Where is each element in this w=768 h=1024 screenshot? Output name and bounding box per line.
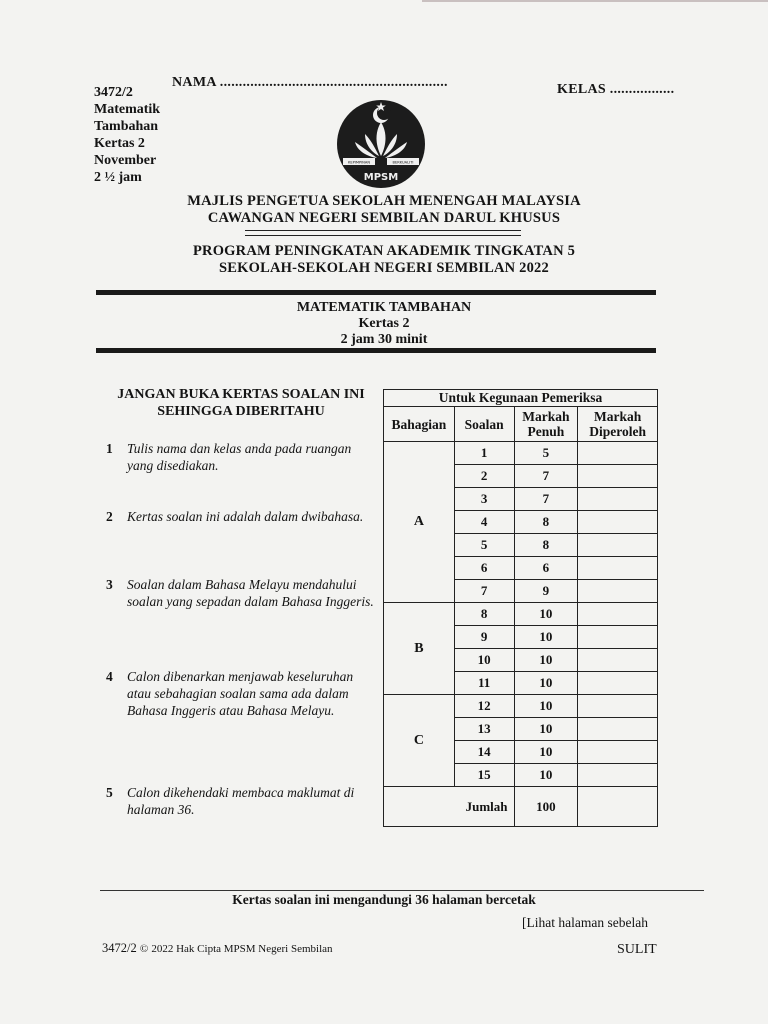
thick-divider-bottom	[96, 348, 656, 353]
instruction-text: Calon dikehendaki membaca maklumat di halaman 36.	[127, 785, 355, 817]
soalan-cell: 10	[454, 649, 514, 672]
class-dots: .................	[609, 82, 675, 97]
instruction-number: 4	[106, 669, 113, 684]
table-title: Untuk Kegunaan Pemeriksa	[384, 390, 658, 407]
markah-cell: 8	[514, 534, 578, 557]
name-field[interactable]	[172, 75, 448, 91]
soalan-cell: 13	[454, 718, 514, 741]
soalan-cell: 2	[454, 465, 514, 488]
col-bahagian: Bahagian	[384, 407, 455, 442]
diperoleh-cell[interactable]	[578, 442, 658, 465]
soalan-cell: 5	[454, 534, 514, 557]
page-count-note	[0, 892, 768, 908]
markah-cell: 6	[514, 557, 578, 580]
program-line-2: SEKOLAH-SEKOLAH NEGERI SEMBILAN 2022	[219, 260, 549, 276]
paper-month: November	[94, 153, 157, 168]
name-label: NAMA	[172, 75, 216, 90]
page-count-number: 36	[415, 892, 429, 907]
soalan-cell: 7	[454, 580, 514, 603]
instruction-text: Soalan dalam Bahasa Melayu mendahului soalan yang sepadan dalam Bahasa Inggeris.	[127, 577, 374, 609]
diperoleh-cell[interactable]	[578, 764, 658, 787]
jumlah-label: Jumlah	[384, 787, 515, 827]
table-row	[384, 442, 658, 465]
copyright-text: 2022 Hak Cipta MPSM Negeri Sembilan	[151, 943, 333, 955]
diperoleh-cell[interactable]	[578, 672, 658, 695]
classification-label: SULIT	[617, 942, 657, 957]
mpsm-logo	[335, 98, 427, 190]
markah-cell: 7	[514, 465, 578, 488]
page-count-prefix: Kertas soalan ini mengandungi	[232, 892, 412, 907]
logo-banner-right: BERKUALITI	[392, 160, 414, 165]
warning-line-1: JANGAN BUKA KERTAS SOALAN INI	[117, 387, 365, 402]
instruction-number: 3	[106, 577, 113, 592]
logo-text: MPSM	[363, 172, 399, 183]
soalan-cell: 6	[454, 557, 514, 580]
total-row	[384, 787, 658, 827]
instruction-text: Tulis nama dan kelas anda pada ruangan yang disediakan.	[127, 441, 352, 473]
markah-cell: 5	[514, 442, 578, 465]
class-label: KELAS	[557, 82, 606, 97]
copyright-line	[102, 941, 333, 956]
page-count-suffix: halaman bercetak	[432, 892, 536, 907]
logo-banner-left: KEPIMPINAN	[347, 160, 371, 165]
markah-cell: 10	[514, 649, 578, 672]
org-line-2: CAWANGAN NEGERI SEMBILAN DARUL KHUSUS	[207, 210, 561, 226]
soalan-cell: 15	[454, 764, 514, 787]
instruction-text: Calon dibenarkan menjawab keseluruhan atau sebahagian soalan sama ada dalam Bahasa Inggeris atau Bahasa Melayu.	[127, 669, 354, 718]
diperoleh-cell[interactable]	[578, 511, 658, 534]
col-markah-diperoleh: Markah Diperoleh	[578, 407, 658, 442]
soalan-cell: 14	[454, 741, 514, 764]
thick-divider-top	[96, 290, 656, 295]
subject-paper: Kertas 2	[358, 316, 410, 331]
instruction-text: Kertas soalan ini adalah dalam dwibahasa.	[127, 509, 364, 524]
copyright-symbol: ©	[139, 943, 149, 955]
col-markah-penuh: Markah Penuh	[514, 407, 578, 442]
next-page-note: [Lihat halaman sebelah	[522, 915, 648, 930]
exam-warning	[96, 386, 386, 420]
examiner-table	[383, 389, 658, 827]
col-soalan: Soalan	[454, 407, 514, 442]
instruction-number: 5	[106, 785, 113, 800]
paper-meta	[94, 84, 160, 186]
table-row	[384, 603, 658, 626]
footer-code: 3472/2	[102, 941, 137, 955]
section-b: B	[384, 603, 455, 695]
paper-subject-2: Tambahan	[94, 119, 159, 134]
footer-divider	[100, 890, 704, 891]
markah-cell: 10	[514, 672, 578, 695]
class-field[interactable]	[557, 82, 674, 98]
instruction-number: 2	[106, 509, 113, 524]
markah-cell: 10	[514, 695, 578, 718]
double-divider	[245, 230, 521, 236]
section-c: C	[384, 695, 455, 787]
subject-title: MATEMATIK TAMBAHAN	[296, 300, 472, 315]
subject-duration: 2 jam 30 minit	[340, 332, 428, 347]
markah-cell: 10	[514, 603, 578, 626]
instruction-number: 1	[106, 441, 113, 456]
paper-subject-1: Matematik	[94, 102, 161, 117]
diperoleh-cell[interactable]	[578, 580, 658, 603]
markah-cell: 10	[514, 718, 578, 741]
diperoleh-cell[interactable]	[578, 626, 658, 649]
markah-cell: 7	[514, 488, 578, 511]
diperoleh-cell[interactable]	[578, 603, 658, 626]
diperoleh-cell[interactable]	[578, 534, 658, 557]
paper-duration: 2 ½ jam	[94, 170, 142, 185]
diperoleh-cell[interactable]	[578, 465, 658, 488]
warning-line-2: SEHINGGA DIBERITAHU	[157, 404, 325, 419]
soalan-cell: 11	[454, 672, 514, 695]
markah-cell: 9	[514, 580, 578, 603]
jumlah-value: 100	[514, 787, 578, 827]
soalan-cell: 3	[454, 488, 514, 511]
diperoleh-cell[interactable]	[578, 695, 658, 718]
section-a: A	[384, 442, 455, 603]
paper-code: 3472/2	[94, 85, 133, 100]
soalan-cell: 1	[454, 442, 514, 465]
soalan-cell: 4	[454, 511, 514, 534]
table-row	[384, 695, 658, 718]
paper-top-edge	[422, 0, 768, 2]
markah-cell: 10	[514, 741, 578, 764]
program-line-1: PROGRAM PENINGKATAN AKADEMIK TINGKATAN 5	[192, 243, 576, 259]
jumlah-diperoleh-cell[interactable]	[578, 787, 658, 827]
diperoleh-cell[interactable]	[578, 741, 658, 764]
soalan-cell: 9	[454, 626, 514, 649]
org-line-1: MAJLIS PENGETUA SEKOLAH MENENGAH MALAYSIA	[187, 193, 581, 209]
diperoleh-cell[interactable]	[578, 718, 658, 741]
diperoleh-cell[interactable]	[578, 557, 658, 580]
name-dots: ............................................................	[219, 75, 448, 90]
markah-cell: 10	[514, 764, 578, 787]
markah-cell: 10	[514, 626, 578, 649]
paper-number: Kertas 2	[94, 136, 145, 151]
markah-cell: 8	[514, 511, 578, 534]
diperoleh-cell[interactable]	[578, 488, 658, 511]
soalan-cell: 12	[454, 695, 514, 718]
diperoleh-cell[interactable]	[578, 649, 658, 672]
soalan-cell: 8	[454, 603, 514, 626]
